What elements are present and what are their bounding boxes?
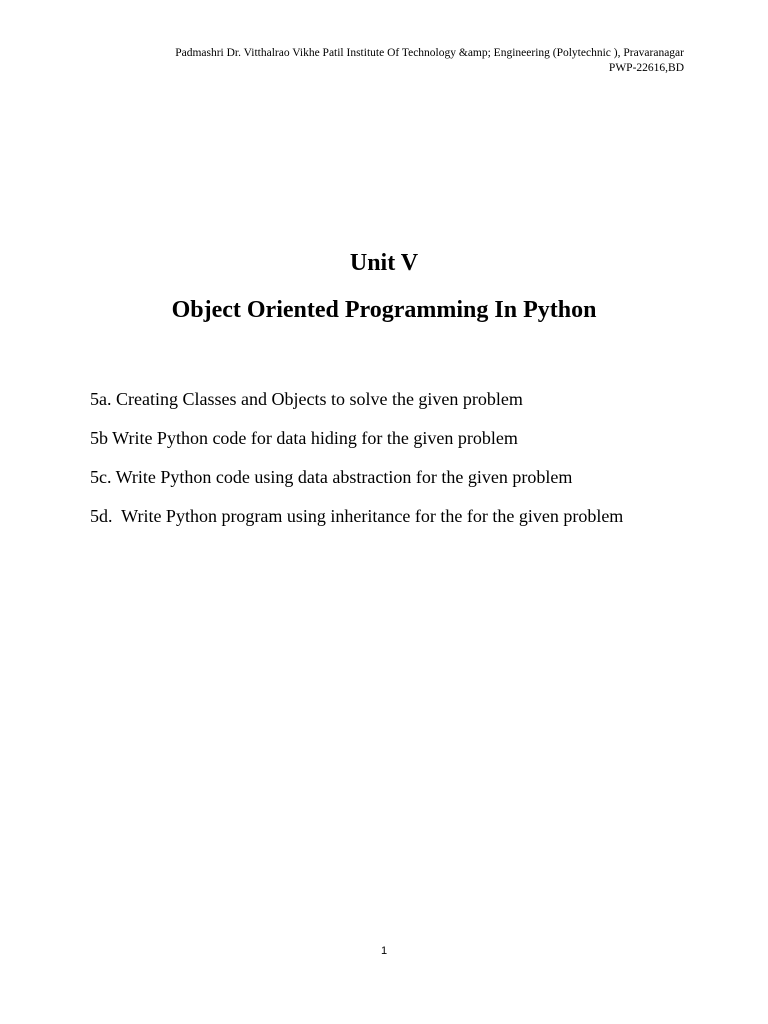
unit-title: Unit V	[349, 250, 419, 276]
unit-subtitle: Object Oriented Programming In Python	[171, 297, 597, 323]
objectives-list	[90, 386, 623, 542]
objective-item: 5a. Creating Classes and Objects to solve the given problem	[90, 389, 523, 409]
header-institute: Padmashri Dr. Vitthalrao Vikhe Patil Institute Of Technology &amp; Engineering (Polytechnic ), Pravaranagar	[175, 47, 684, 59]
objective-item: 5c. Write Python code using data abstraction for the given problem	[90, 467, 573, 487]
page-number: 1	[380, 945, 388, 957]
header-course-code: PWP-22616,BD	[608, 62, 684, 74]
page-header	[175, 46, 684, 76]
objective-item: 5b Write Python code for data hiding for the given problem	[90, 428, 518, 448]
objective-item: 5d. Write Python program using inheritance for the for the given problem	[90, 506, 624, 526]
